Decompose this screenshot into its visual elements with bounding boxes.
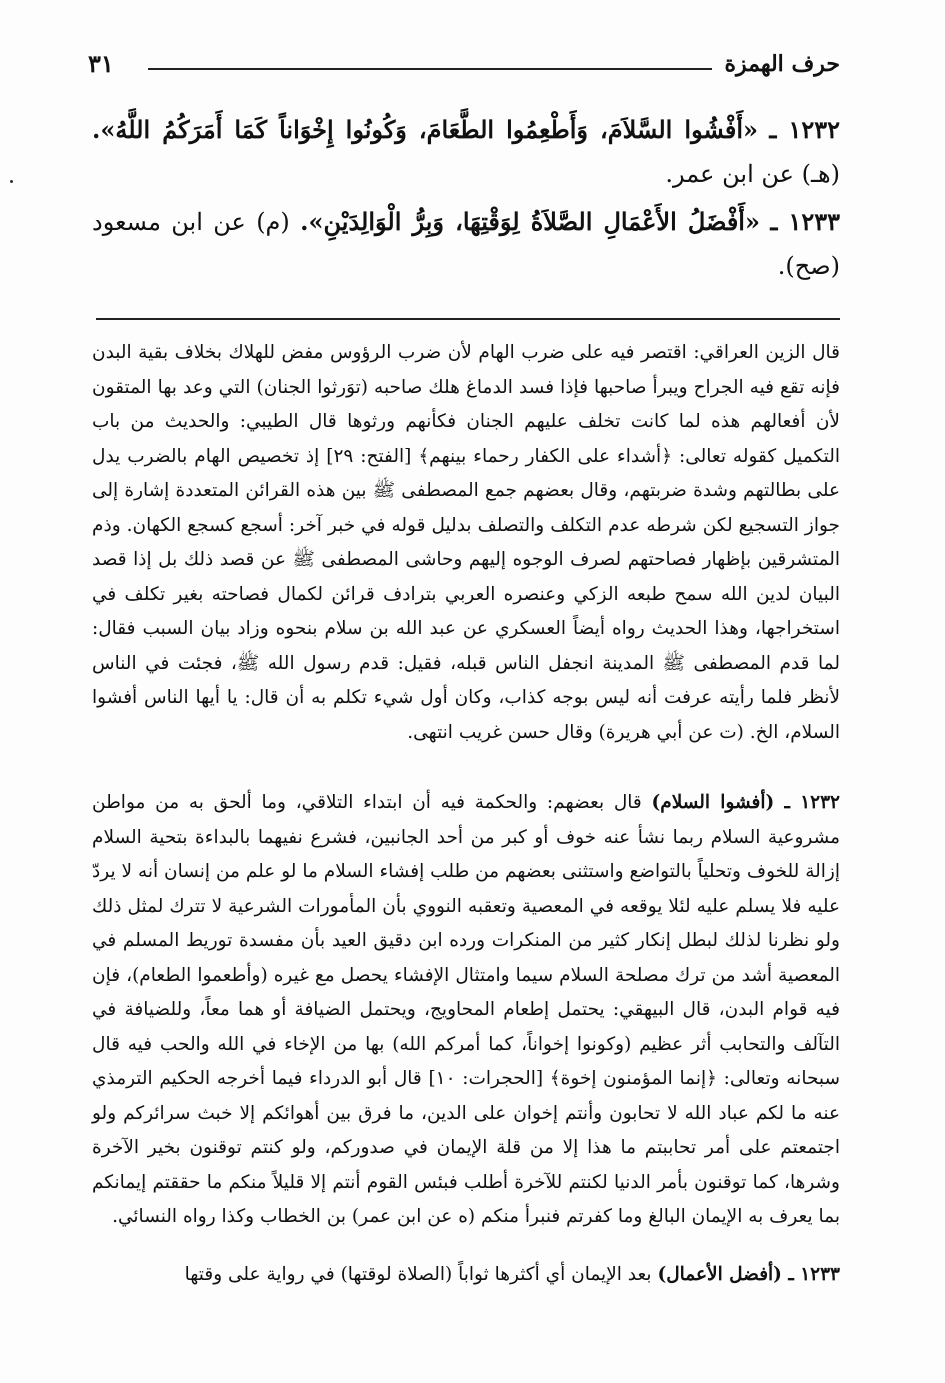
commentary-1232-label: ١٢٣٢ ـ (أفشوا السلام) — [651, 792, 840, 813]
header-rule — [148, 68, 712, 70]
commentary-intro — [92, 336, 840, 750]
hadith-number: ١٢٣٢ ـ — [769, 115, 841, 144]
hadith-text: «أَفْضَلُ الأَعْمَالِ الصَّلاَةُ لِوَقْتِهَا، وَبِرُّ الْوَالِدَيْنِ». — [300, 207, 760, 236]
page-number: ٣١ — [88, 49, 114, 78]
commentary-1232-text: قال بعضهم: والحكمة فيه أن ابتداء التلاقي، وما ألحق به من مواطن مشروعية السلام ربما نشأ عنه خوف أو كبر من أحد الجانبين، فشرع نفيهما بالبداءة بتحية السلام إزالة للخوف وتحلياً بالتواضع واستثنى بعضهم من طلب إفشاء السلام ما لو علم من إنسان أنه لا يردّ عليه فلا يسلم عليه لئلا يوقعه في المعصية وتعقبه النووي بأن المأمورات الشرعية لا تترك لمثل ذلك ولو نظرنا لذلك لبطل إنكار كثير من المنكرات ورده ابن دقيق العيد بأن مفسدة توريط المسلم في المعصية أشد من ترك مصلحة السلام سيما وامتثال الإفشاء يحصل مع غيره (وأطعموا الطعام)، فإن فيه قوام البدن، قال البيهقي: يحتمل إطعام المحاويج، ويحتمل الضيافة أو هما معاً، وللضيافة في التآلف والتحابب أثر عظيم (وكونوا إخواناً، كما أمركم الله) بها من الإخاء في الله والحب فيه قال سبحانه وتعالى: ﴿إنما المؤمنون إخوة﴾ [الحجرات: ١٠] قال أبو الدرداء فيما أخرجه الحكيم الترمذي عنه ما لكم عباد الله لا تحابون وأنتم إخوان على الدين، ما فرق بين أهوائكم إلا خبث سرائركم ولو اجتمعتم على أمر تحاببتم ما هذا إلا من قلة الإيمان في صدوركم، ولو كنتم توقنون بخير الآخرة وشرها، كما توقنون بأمر الدنيا لكنتم للآخرة أطلب فبئس القوم أنتم إلا قليلاً منكم ما حققتم إيمانكم بما يعرف به الإيمان البالغ وما كفرتم فنبرأ منكم (ه عن ابن عمر) بن الخطاب وكذا رواه النسائي. — [92, 792, 840, 1227]
footnote-separator — [96, 318, 840, 320]
hadith-1232 — [92, 108, 840, 196]
commentary-1233 — [92, 1258, 840, 1293]
commentary-1232 — [92, 786, 840, 1235]
chapter-title: حرف الهمزة — [724, 51, 840, 77]
hadith-number: ١٢٣٣ ـ — [770, 207, 840, 236]
hadith-1233 — [92, 200, 840, 288]
hadith-source: (م) عن ابن مسعود (صح). — [92, 208, 840, 280]
commentary-1233-text: بعد الإيمان أي أكثرها ثواباً (الصلاة لوقتها) في رواية على وقتها — [184, 1264, 652, 1285]
hadith-text: «أَفْشُوا السَّلاَمَ، وَأَطْعِمُوا الطَّعَامَ، وَكُونُوا إِخْوَاناً كَمَا أَمَرَكُمُ اللَّهُ». — [92, 115, 759, 144]
running-head — [88, 48, 840, 88]
hadith-source: (هـ) عن ابن عمر. — [665, 160, 840, 188]
commentary-intro-text: قال الزين العراقي: اقتصر فيه على ضرب الهام لأن ضرب الرؤوس مفض للهلاك بخلاف بقية البدن فإنه تقع فيه الجراح ويبرأ صاحبها فإذا فسد الدماغ هلك صاحبه (توَرثوا الجنان) التي وعد بها المتقون لأن أفعالهم هذه لما كانت تخلف عليهم الجنان فكأنهم ورثوها قال الطيبي: والحديث من باب التكميل كقوله تعالى: ﴿أشداء على الكفار رحماء بينهم﴾ [الفتح: ٢٩] إذ تخصيص الهام بالضرب يدل على بطالتهم وشدة ضربتهم، وقال بعضهم جمع المصطفى ﷺ بين هذه القرائن المتعددة إشارة إلى جواز التسجيع لكن شرطه عدم التكلف والتصلف بدليل قوله في خبر آخر: أسجع كسجع الكهان. وذم المتشرقين بإظهار فصاحتهم لصرف الوجوه إليهم وحاشى المصطفى ﷺ عن قصد ذلك بل إذا قصد البيان لدين الله سمح طبعه الزكي وعنصره العربي بترادف قرائن لكمال فصاحته بغير تكلف في استخراجها، وهذا الحديث رواه أيضاً العسكري عن عبد الله بن سلام بنحوه وزاد بيان السبب فقال: لما قدم المصطفى ﷺ المدينة انجفل الناس قبله، فقيل: قدم رسول الله ﷺ، فجئت في الناس لأنظر فلما رأيته عرفت أنه ليس بوجه كذاب، وكان أول شيء تكلم به أن قال: يا أيها الناس أفشوا السلام، الخ. (ت عن أبي هريرة) وقال حسن غريب انتهى. — [92, 342, 840, 743]
commentary-1233-label: ١٢٣٣ ـ (أفضل الأعمال) — [657, 1264, 840, 1285]
scan-speck — [10, 180, 13, 183]
